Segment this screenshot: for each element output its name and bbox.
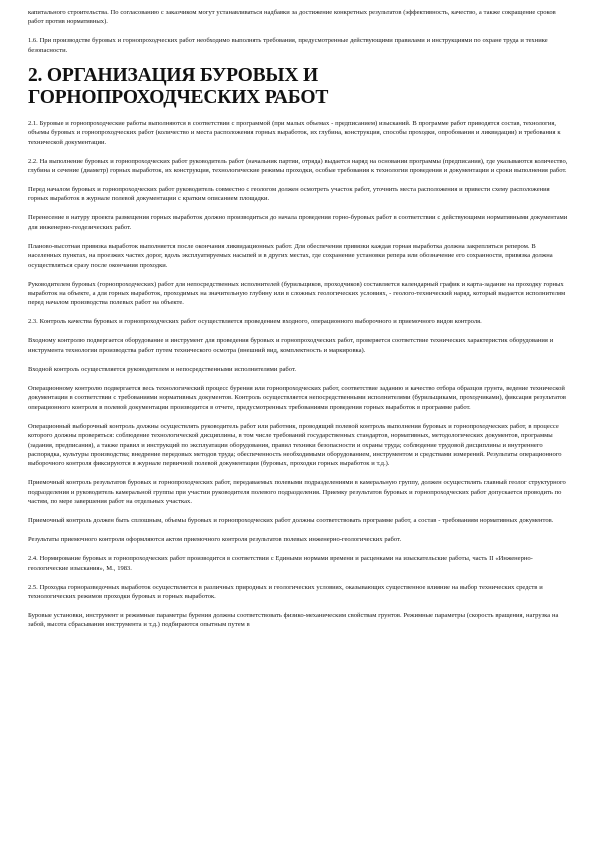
paragraph-acceptance-control: Приемочный контроль результатов буровых и горнопроходческих работ, передаваемых полевыми подразделениями в камеральную группу, должен осуществлять главный геолог структурного подразделения и руководитель камеральной группы при участии руководителя полевого подразделения. Приемку результатов буровых и горнопроходческих работ допускается проводить по частям, по мере завершения работ на отдельных участках. xyxy=(28,479,566,506)
paragraph-acceptance-act: Результаты приемочного контроля оформляются актом приемочного контроля результатов полевых инженерно-геологических работ. xyxy=(28,536,402,544)
section-heading: 2. ОРГАНИЗАЦИЯ БУРОВЫХ И ГОРНОПРОХОДЧЕСКИХ РАБОТ xyxy=(28,64,329,108)
intro-paragraph-1: капитального строительства. По согласованию с заказчиком могут устанавливаться надбавки за достижение конкретных результатов (эффективность, качество, а также сокращение сроков работ против нормативных). xyxy=(28,9,556,26)
paragraph-2-4: 2.4. Нормирование буровых и горнопроходческих работ производится в соответствии с Едиными нормами времени и расценками на изыскательские работы, часть II «Инженерно-геологические изыскания», М., 1983. xyxy=(28,555,533,572)
paragraph-input-control: Входному контролю подвергается оборудование и инструмент для проведения буровых и горнопроходческих работ, проверяется соответствие технических характеристик оборудования и инструмента технологии производства работ путем технического осмотра (внешний вид, комплектность и маркировка). xyxy=(28,337,554,354)
intro-paragraph-2: 1.6. При производстве буровых и горнопроходческих работ необходимо выполнять требования, предусмотренные действующими правилами и инструкциями по охране труда и технике безопасности. xyxy=(28,37,548,54)
paragraph-survey-binding: Планово-высотная привязка выработок выполняется после окончания ликвидационных работ. Для обеспечения привязки каждая горная выработка должна закрепляться репером. В населенных пунктах, на проезжих частях дорог, вдоль эксплуатируемых насыпей и в других местах, где сохранение установки репера или обозначение его сохранности, привязка должна осуществляться сразу после окончания проходки. xyxy=(28,242,553,269)
paragraph-selective-control: Операционный выборочный контроль должны осуществлять руководитель работ или работник, проводящий полевой контроль выполнения буровых и горнопроходческих работ, в процессе которого должны проверяться: соблюдение технологической дисциплины, в том числе требований государственных стандартов, нормативных, методологических документов, программы (задания, предписания), а также правил и инструкций по эксплуатации оборудования, правил техники безопасности и охраны труда; соблюдение трудовой дисциплины и внутреннего распорядка, культуры производства; внедрение передовых методов труда; обеспеченность необходимыми оборудованием, инструментом и средствами измерений. Результаты операционного выборочного контроля фиксируются в журнале первичной полевой документации (буровых, проходки горных выработок и т.д.). xyxy=(28,422,562,468)
paragraph-2-2: 2.2. На выполнение буровых и горнопроходческих работ руководитель работ (начальник партии, отряда) выдается наряд на основании программы (предписания), где указываются количество, глубина и сечение (диаметр) горных выработок, их конструкция, технологические режимы проходки, особые требования к технологии проведения и документации и сроки выполнения работ. xyxy=(28,157,568,175)
paragraph-2-3: 2.3. Контроль качества буровых и горнопроходческих работ осуществляется проведением входного, операционного выборочного и приемочного видов контроля. xyxy=(28,318,482,326)
paragraph-acceptance-scope: Приемочный контроль должен быть сплошным, объемы буровых и горнопроходческих работ должны соответствовать программе работ, а состав - требованиям нормативных документов. xyxy=(28,517,554,525)
paragraph-2-5: 2.5. Проходка горноразведочных выработок осуществляется в различных природных и геологических условиях, оказывающих существенное влияние на выбор технических средств и технологических режимов проходки буровых и горных выработок. xyxy=(28,583,543,600)
document-page xyxy=(28,8,568,639)
paragraph-work-schedule: Руководителем буровых (горнопроходческих) работ для непосредственных исполнителей (бурильщиков, проходчиков) составляется календарный график и карта-задание на проходку горных выработок на объекте, а для горных выработок, проходимых на значительную глубину или в сложных геологических условиях, - геолого-технический наряд, который выдается исполнителям перед началом производства полевых работ на объекте. xyxy=(28,280,566,307)
paragraph-2-1: 2.1. Буровые и горнопроходческие работы выполняются в соответствии с программой (при малых объемах - предписанием) изысканий. В программе работ приводятся состав, технология, объемы буровых и горнопроходческих работ (количество и места расположения горных выработок, их глубина, конструкция, способы проходки, опробования и ликвидации) и требования к технической документации. xyxy=(28,119,561,146)
paragraph-drilling-equipment: Буровые установки, инструмент и режимные параметры бурения должны соответствовать физико-механическим свойствам грунтов. Режимные параметры (скорость вращения, нагрузка на забой, высота сбрасывания инструмента и т.д.) подбираются опытным путем в xyxy=(28,611,559,629)
paragraph-input-control-performers: Входной контроль осуществляется руководителем и непосредственными исполнителями работ. xyxy=(28,365,296,373)
paragraph-layout-transfer: Перенесение в натуру проекта размещения горных выработок должно производиться до начала проведения горно-буровых работ в соответствии с действующими нормативными документами для инженерно-геодезических работ. xyxy=(28,214,568,231)
paragraph-operational-control: Операционному контролю подвергается весь технологический процесс бурения или горнопроходческих работ, соответствие заданию и качество отбора образцов грунта, ведение технической документации в соответствии с требованиями нормативных документов. Контроль осуществляется непосредственными исполнителями (бурильщиками, проходчиками), фиксация результатов операционного контроля в полевой документации производится в отчете, предусмотренных требованиями проведения горных выработок в программе работ. xyxy=(28,384,567,411)
paragraph-site-inspection: Перед началом буровых и горнопроходческих работ руководитель совместно с геологом должен осмотреть участок работ, уточнить места расположения и привести схему расположения горных выработок в журнале полевой документации с кратким описанием площадки. xyxy=(28,186,550,203)
